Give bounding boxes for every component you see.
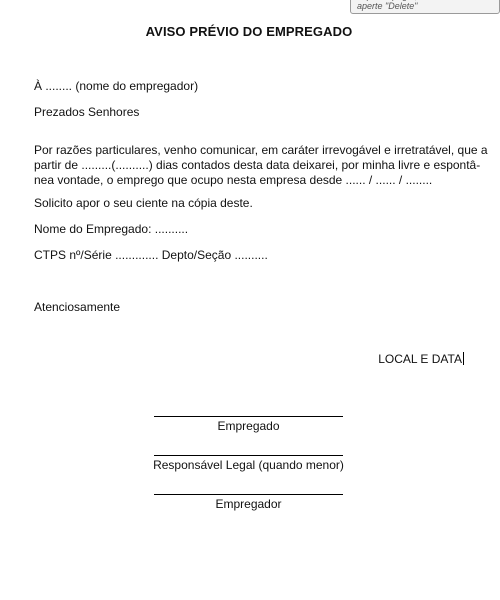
greeting-line[interactable]: Prezados Senhores <box>34 105 140 119</box>
local-date-line[interactable] <box>378 352 464 367</box>
employer-signature <box>154 494 343 511</box>
delete-hint-tooltip <box>350 0 500 14</box>
legal-guardian-signature-label: Responsável Legal (quando menor) <box>153 458 344 472</box>
document-title: AVISO PRÉVIO DO EMPREGADO <box>145 24 353 39</box>
employer-signature-rule <box>154 494 343 495</box>
employee-signature-label: Empregado <box>217 419 280 433</box>
employee-signature <box>154 416 343 433</box>
employer-signature-label: Empregador <box>215 497 282 511</box>
text-cursor <box>463 352 464 365</box>
body-line-3: nea vontade, o emprego que ocupo nesta empresa desde ...... / ...... / ........ <box>34 173 433 187</box>
legal-guardian-signature <box>154 455 343 472</box>
body-paragraph[interactable] <box>34 143 488 188</box>
body-line-2: partir de .........(..........) dias contados desta data deixarei, por minha livre e espontâ- <box>34 158 481 172</box>
request-line[interactable]: Solicito apor o seu ciente na cópia deste. <box>34 196 253 210</box>
addressee-line[interactable]: À ........ (nome do empregador) <box>34 79 199 93</box>
ctps-line[interactable]: CTPS nº/Série ............. Depto/Seção .......... <box>34 248 268 262</box>
closing-line[interactable]: Atenciosamente <box>34 300 121 314</box>
employee-name-line[interactable]: Nome do Empregado: .......... <box>34 222 189 236</box>
employee-signature-rule <box>154 416 343 417</box>
body-line-1: Por razões particulares, venho comunicar, em caráter irrevogável e irretratável, que a <box>34 143 488 157</box>
legal-guardian-signature-rule <box>154 455 343 456</box>
tooltip-line-2: aperte "Delete" <box>357 1 418 11</box>
local-date-text: LOCAL E DATA <box>378 352 462 366</box>
